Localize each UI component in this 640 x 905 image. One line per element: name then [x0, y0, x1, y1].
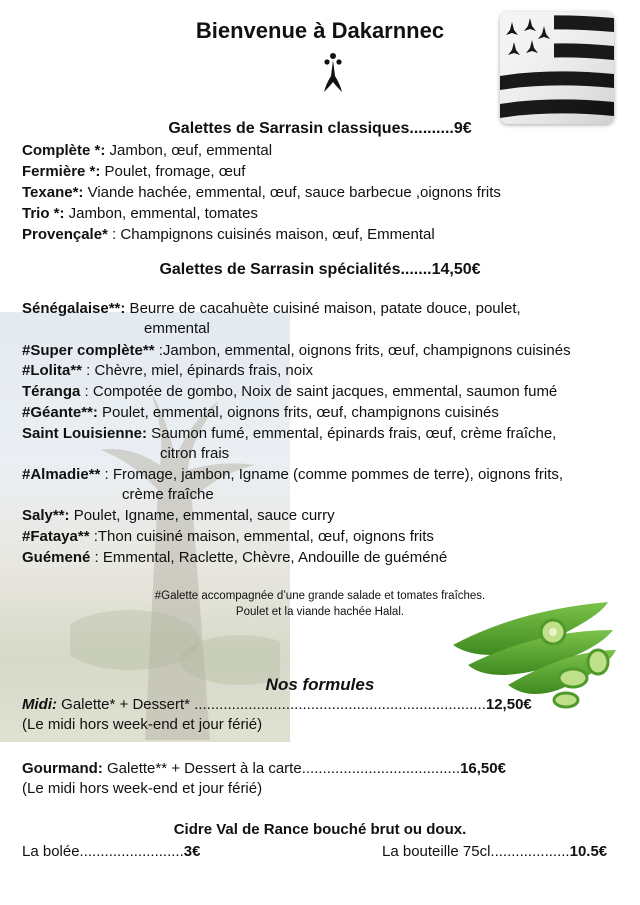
cidre-bolee: La bolée.........................3€	[22, 843, 201, 860]
menu-item: #Super complète** :Jambon, emmental, oignons frits, œuf, champignons cuisinés	[22, 342, 571, 359]
note-line: #Galette accompagnée d’une grande salade et tomates fraîches.	[154, 590, 486, 602]
menu-item: #Géante**: Poulet, emmental, oignons frits, œuf, champignons cuisinés	[22, 404, 499, 421]
menu-item-continuation: crème fraîche	[122, 486, 214, 503]
menu-item: Trio *: Jambon, emmental, tomates	[22, 205, 258, 222]
cidre-title: Cidre Val de Rance bouché brut ou doux.	[173, 821, 467, 838]
ermine-icon	[322, 52, 344, 94]
menu-item: Fermière *: Poulet, fromage, œuf	[22, 163, 246, 180]
formule-gourmand-note: (Le midi hors week-end et jour férié)	[22, 780, 263, 797]
formule-gourmand: Gourmand: Galette** + Dessert à la carte......................................16,50€	[22, 760, 506, 777]
breton-flag-icon	[500, 12, 614, 124]
formules-title: Nos formules	[265, 675, 375, 694]
menu-item: #Lolita** : Chèvre, miel, épinards frais, noix	[22, 362, 313, 379]
menu-item: Saly**: Poulet, Igname, emmental, sauce curry	[22, 507, 335, 524]
menu-item: #Almadie** : Fromage, jambon, Igname (comme pommes de terre), oignons frits,	[22, 466, 564, 483]
formule-midi-note: (Le midi hors week-end et jour férié)	[22, 716, 263, 733]
menu-item: Saint Louisienne: Saumon fumé, emmental, épinards frais, œuf, crème fraîche,	[22, 425, 557, 442]
section-title-classic: Galettes de Sarrasin classiques..........9€	[168, 120, 472, 137]
page-title: Bienvenue à Dakarnnec	[195, 18, 445, 43]
cidre-bouteille: La bouteille 75cl...................10.5€	[382, 843, 608, 860]
formule-midi: Midi: Galette* + Dessert* ......................................................................12,50€	[22, 696, 532, 713]
menu-item: Téranga : Compotée de gombo, Noix de saint jacques, emmental, saumon fumé	[22, 383, 558, 400]
menu-item: Sénégalaise**: Beurre de cacahuète cuisiné maison, patate douce, poulet,	[22, 300, 521, 317]
menu-item-continuation: citron frais	[160, 445, 230, 462]
menu-item-continuation: emmental	[144, 320, 210, 337]
note-line: Poulet et la viande hachée Halal.	[235, 606, 405, 618]
menu-item: #Fataya** :Thon cuisiné maison, emmental, œuf, oignons frits	[22, 528, 434, 545]
section-title-special: Galettes de Sarrasin spécialités.......14,50€	[159, 261, 481, 278]
menu-item: Provençale* : Champignons cuisinés maison, œuf, Emmental	[22, 226, 435, 243]
menu-item: Complète *: Jambon, œuf, emmental	[22, 142, 273, 159]
menu-item: Texane*: Viande hachée, emmental, œuf, sauce barbecue ,oignons frits	[22, 184, 501, 201]
menu-item: Guémené : Emmental, Raclette, Chèvre, Andouille de guéméné	[22, 549, 448, 566]
